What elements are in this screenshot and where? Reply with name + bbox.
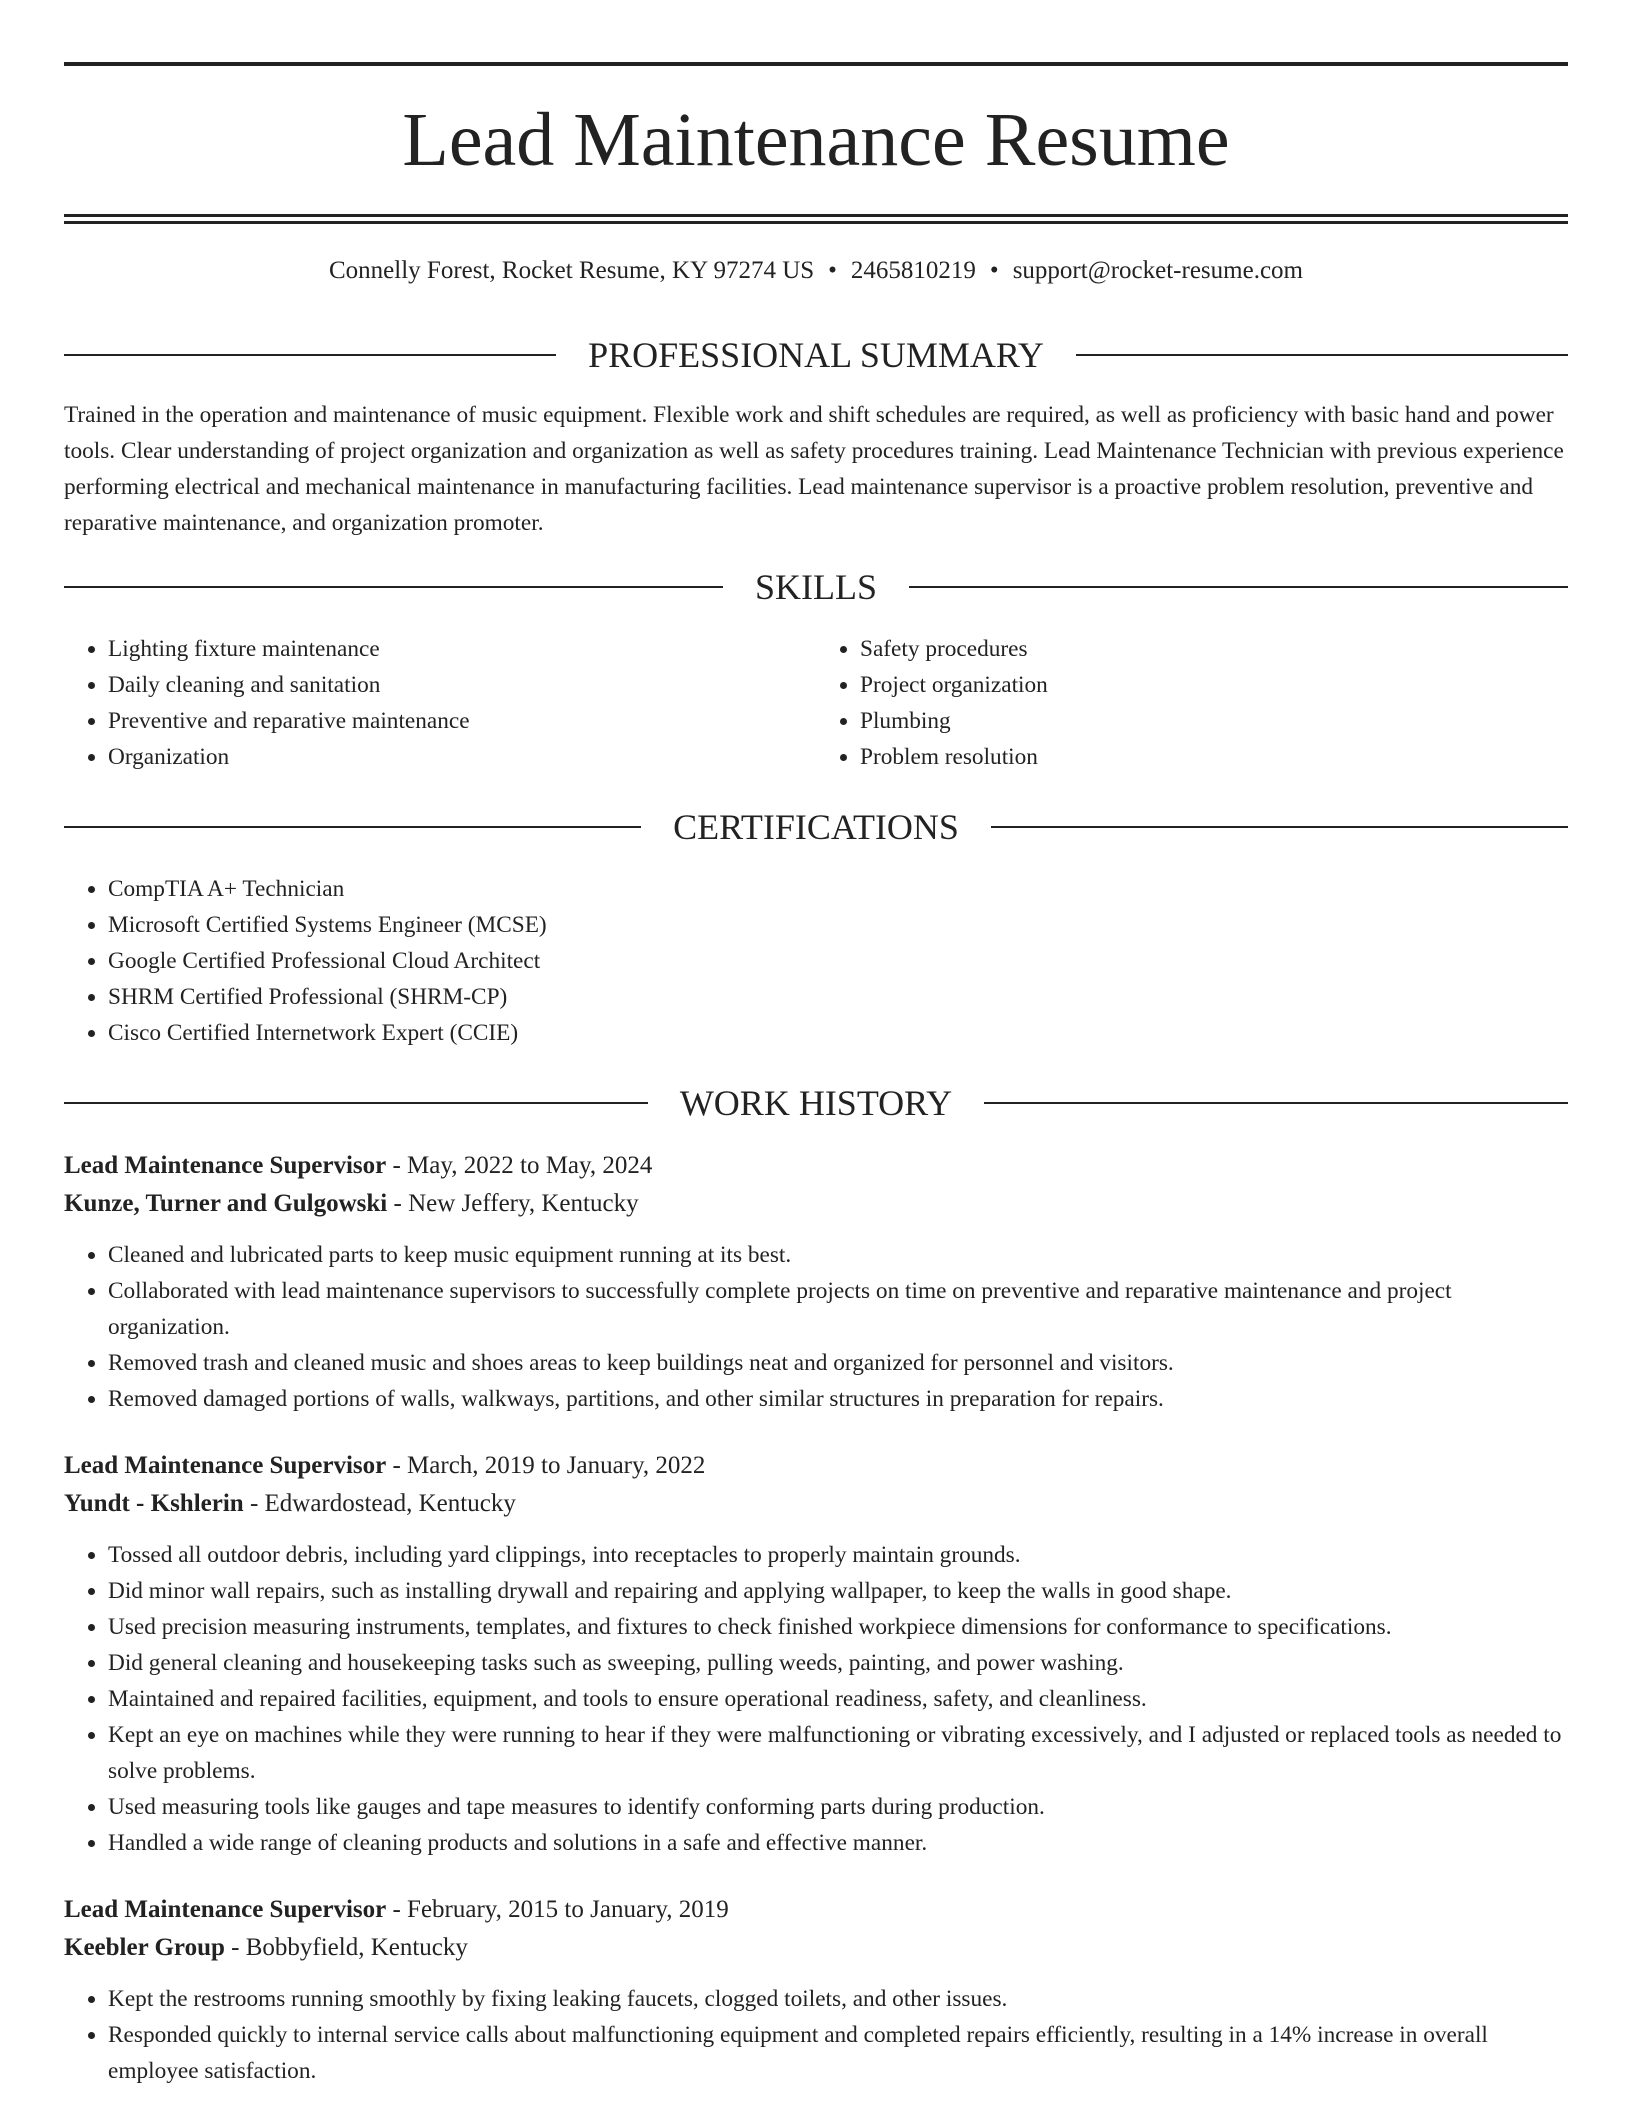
- job-bullet: • Responded quickly to internal service calls about malfunctioning equipment and completed repairs efficiently, resulting in a 14% increase in overall employee satisfaction.: [108, 2017, 1568, 2089]
- skill-item: • Safety procedures: [860, 631, 1568, 667]
- job-bullet: • Used precision measuring instruments, templates, and fixtures to check finished workpiece dimensions for conformance to specifications.: [108, 1609, 1568, 1645]
- skill-item: • Project organization: [860, 667, 1568, 703]
- job-bullet: • Kept the restrooms running smoothly by fixing leaking faucets, clogged toilets, and other issues.: [108, 1981, 1568, 2017]
- page-title: Lead Maintenance Resume: [402, 98, 1230, 182]
- top-rule: [64, 62, 1568, 66]
- job-role-line: Lead Maintenance Supervisor - February, 2015 to January, 2019: [64, 1896, 729, 1923]
- job-entry: [64, 1891, 1568, 2089]
- job-entry: [64, 1147, 1568, 1417]
- job-bullet: • Did minor wall repairs, such as installing drywall and repairing and applying wallpaper, to keep the walls in good shape.: [108, 1573, 1568, 1609]
- certification-item: • CompTIA A+ Technician: [108, 871, 1568, 907]
- skill-item: • Plumbing: [860, 703, 1568, 739]
- work-history-heading-text: WORK HISTORY: [679, 1083, 953, 1123]
- contact-phone: 2465810219: [850, 257, 976, 284]
- job-bullets: [64, 1981, 1568, 2089]
- skill-item: • Preventive and reparative maintenance: [108, 703, 816, 739]
- certification-item: • SHRM Certified Professional (SHRM-CP): [108, 979, 1568, 1015]
- contact-separator: •: [989, 257, 999, 284]
- skill-item: • Lighting fixture maintenance: [108, 631, 816, 667]
- certification-item: • Microsoft Certified Systems Engineer (MCSE): [108, 907, 1568, 943]
- job-company: Kunze, Turner and Gulgowski: [64, 1190, 388, 1217]
- job-company: Yundt - Kshlerin: [64, 1490, 244, 1517]
- contact-line: [64, 258, 1568, 283]
- job-role: Lead Maintenance Supervisor: [64, 1152, 387, 1179]
- job-bullet: • Used measuring tools like gauges and tape measures to identify conforming parts during production.: [108, 1789, 1568, 1825]
- skill-item: • Daily cleaning and sanitation: [108, 667, 816, 703]
- skills-column-right: [816, 631, 1568, 775]
- job-dates: May, 2022 to May, 2024: [407, 1152, 653, 1179]
- job-dates: February, 2015 to January, 2019: [407, 1896, 729, 1923]
- job-bullet: • Removed trash and cleaned music and shoes areas to keep buildings neat and organized for personnel and visitors.: [108, 1345, 1568, 1381]
- contact-separator: •: [828, 257, 837, 284]
- job-location: Edwardostead, Kentucky: [264, 1490, 516, 1517]
- title-double-rule: [64, 214, 1568, 224]
- skills-heading-text: SKILLS: [755, 567, 878, 607]
- work-history-heading: [64, 1085, 1568, 1121]
- job-company-line: Kunze, Turner and Gulgowski - New Jeffery, Kentucky: [64, 1190, 639, 1217]
- job-location: New Jeffery, Kentucky: [408, 1190, 639, 1217]
- summary-text: Trained in the operation and maintenance of music equipment. Flexible work and shift schedules are required, as well as proficiency with basic hand and power tools. Clear understanding of project organization and organization as well as safety procedures training. Lead Maintenance Technician with previous experience performing electrical and mechanical maintenance in manufacturing facilities. Lead maintenance supervisor is a proactive problem resolution, preventive and reparative maintenance, and organization promoter.: [64, 402, 1564, 536]
- job-entry: [64, 1447, 1568, 1861]
- contact-email: support@rocket-resume.com: [1012, 257, 1303, 284]
- job-company-line: Keebler Group - Bobbyfield, Kentucky: [64, 1934, 468, 1961]
- certification-item: • Google Certified Professional Cloud Architect: [108, 943, 1568, 979]
- job-role-line: Lead Maintenance Supervisor - March, 2019 to January, 2022: [64, 1452, 706, 1479]
- certification-item: • Cisco Certified Internetwork Expert (CCIE): [108, 1015, 1568, 1051]
- job-bullet: • Maintained and repaired facilities, equipment, and tools to ensure operational readiness, safety, and cleanliness.: [108, 1681, 1568, 1717]
- skill-item: • Organization: [108, 739, 816, 775]
- job-bullet: • Tossed all outdoor debris, including yard clippings, into receptacles to properly maintain grounds.: [108, 1537, 1568, 1573]
- certifications-heading: [64, 809, 1568, 845]
- job-bullet: • Removed damaged portions of walls, walkways, partitions, and other similar structures in preparation for repairs.: [108, 1381, 1568, 1417]
- job-company: Keebler Group: [64, 1934, 225, 1961]
- job-bullet: • Cleaned and lubricated parts to keep music equipment running at its best.: [108, 1237, 1568, 1273]
- job-bullet: • Kept an eye on machines while they were running to hear if they were malfunctioning or vibrating excessively, and I adjusted or replaced tools as needed to solve problems.: [108, 1717, 1568, 1789]
- skills-list: [64, 631, 1568, 775]
- certifications-heading-text: CERTIFICATIONS: [673, 807, 959, 847]
- job-bullets: [64, 1537, 1568, 1861]
- job-company-line: Yundt - Kshlerin - Edwardostead, Kentucky: [64, 1490, 516, 1517]
- job-location: Bobbyfield, Kentucky: [245, 1934, 468, 1961]
- job-dates: March, 2019 to January, 2022: [407, 1452, 706, 1479]
- skills-heading: [64, 569, 1568, 605]
- skills-column-left: [64, 631, 816, 775]
- contact-address: Connelly Forest, Rocket Resume, KY 97274 US: [329, 257, 815, 284]
- summary-heading-text: PROFESSIONAL SUMMARY: [588, 335, 1044, 375]
- job-role-line: Lead Maintenance Supervisor - May, 2022 to May, 2024: [64, 1152, 653, 1179]
- job-bullet: • Handled a wide range of cleaning products and solutions in a safe and effective manner.: [108, 1825, 1568, 1861]
- job-role: Lead Maintenance Supervisor: [64, 1896, 387, 1923]
- skill-item: • Problem resolution: [860, 739, 1568, 775]
- job-bullets: [64, 1237, 1568, 1417]
- job-bullet: • Did general cleaning and housekeeping tasks such as sweeping, pulling weeds, painting, and power washing.: [108, 1645, 1568, 1681]
- job-bullet: • Collaborated with lead maintenance supervisors to successfully complete projects on time on preventive and reparative maintenance and project organization.: [108, 1273, 1568, 1345]
- certifications-list: [64, 871, 1568, 1051]
- summary-heading: [64, 337, 1568, 373]
- job-role: Lead Maintenance Supervisor: [64, 1452, 387, 1479]
